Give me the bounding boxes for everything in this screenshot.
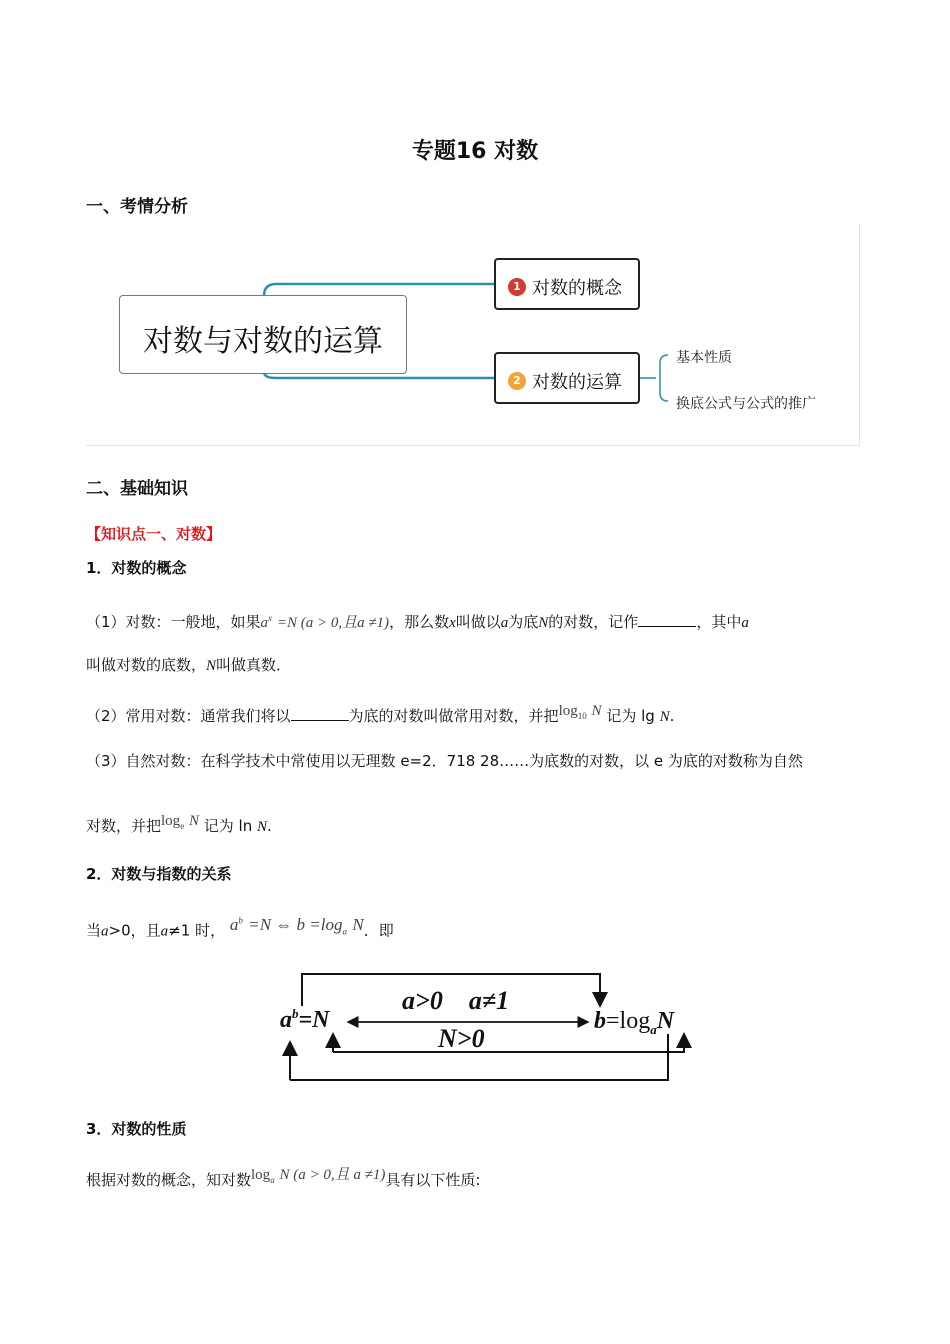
relation-diagram [278,968,698,1086]
number-1-badge-icon: 1 [508,278,526,296]
paragraph-definition-cont: 叫做对数的底数，N叫做真数． [86,656,292,674]
fill-blank [638,612,696,627]
relation-left-expression: $a^b=N$ [280,1006,330,1033]
subsection-heading-relation: 2．对数与指数的关系 [86,865,232,883]
fill-blank [291,706,349,721]
knowledge-point-label: 【知识点一、对数】 [86,525,222,543]
paragraph-relation: 当a>0，且a≠1 时， $a^b =N$ ⇔ $b =\log_a$ N．即 [86,914,394,940]
relation-right-expression: $b=\log_aN$ [594,1008,675,1037]
paragraph-definition: （1）对数：一般地，如果$a^x =N$ (a > 0,且a ≠1)，那么数x叫做以a为底N的对数，记作 ，其中a [86,613,749,631]
formula-definition: $a^x =N$ (a > 0,且a ≠1) [260,613,390,631]
relation-condition-top: a>0 a≠1 [402,986,510,1015]
number-2-badge-icon: 2 [508,372,526,390]
mindmap-root-label: 对数与对数的运算 [143,324,383,359]
paragraph-common-log: （2）常用对数：通常我们将以 为底的对数叫做常用对数，并把$\log_{10} N$ 记为 lg N. [86,703,675,725]
relation-condition-bottom: N>0 [438,1024,485,1053]
mindmap-sub-change-of-base: 换底公式与公式的推广 [676,396,816,412]
section-heading-analysis: 一、考情分析 [86,197,188,217]
paragraph-properties: 根据对数的概念，知对数$\log_a N$ (a > 0,且 a ≠1)具有以下性质: [86,1167,481,1189]
paragraph-natural-log: （3）自然对数：在科学技术中常使用以无理数 e=2．718 28……为底数的对数，以 e 为底的对数称为自然 [86,752,803,770]
formula-log-a: $\log_a N$ (a > 0,且 a ≠1) [251,1167,386,1185]
mindmap-node-concept [494,258,640,310]
mindmap-node-concept-label: 对数的概念 [532,278,622,299]
paragraph-natural-log-cont: 对数，并把$\log_e N$ 记为 ln N. [86,813,272,835]
page-title: 专题16 对数 [411,139,539,164]
subsection-heading-concept: 1．对数的概念 [86,559,187,577]
mindmap-root [119,295,407,374]
section-heading-basics: 二、基础知识 [86,479,188,499]
formula-loge: $\log_e N$ [161,813,199,831]
mindmap [86,224,860,446]
mindmap-node-operations [494,352,640,404]
mindmap-node-operations-label: 对数的运算 [532,372,622,393]
formula-relation: $a^b =N$ ⇔ $b =\log_a$ N [229,914,364,937]
formula-log10: $\log_{10} N$ [558,703,602,721]
subsection-heading-properties: 3．对数的性质 [86,1120,187,1138]
mindmap-sub-basic-properties: 基本性质 [676,350,732,366]
